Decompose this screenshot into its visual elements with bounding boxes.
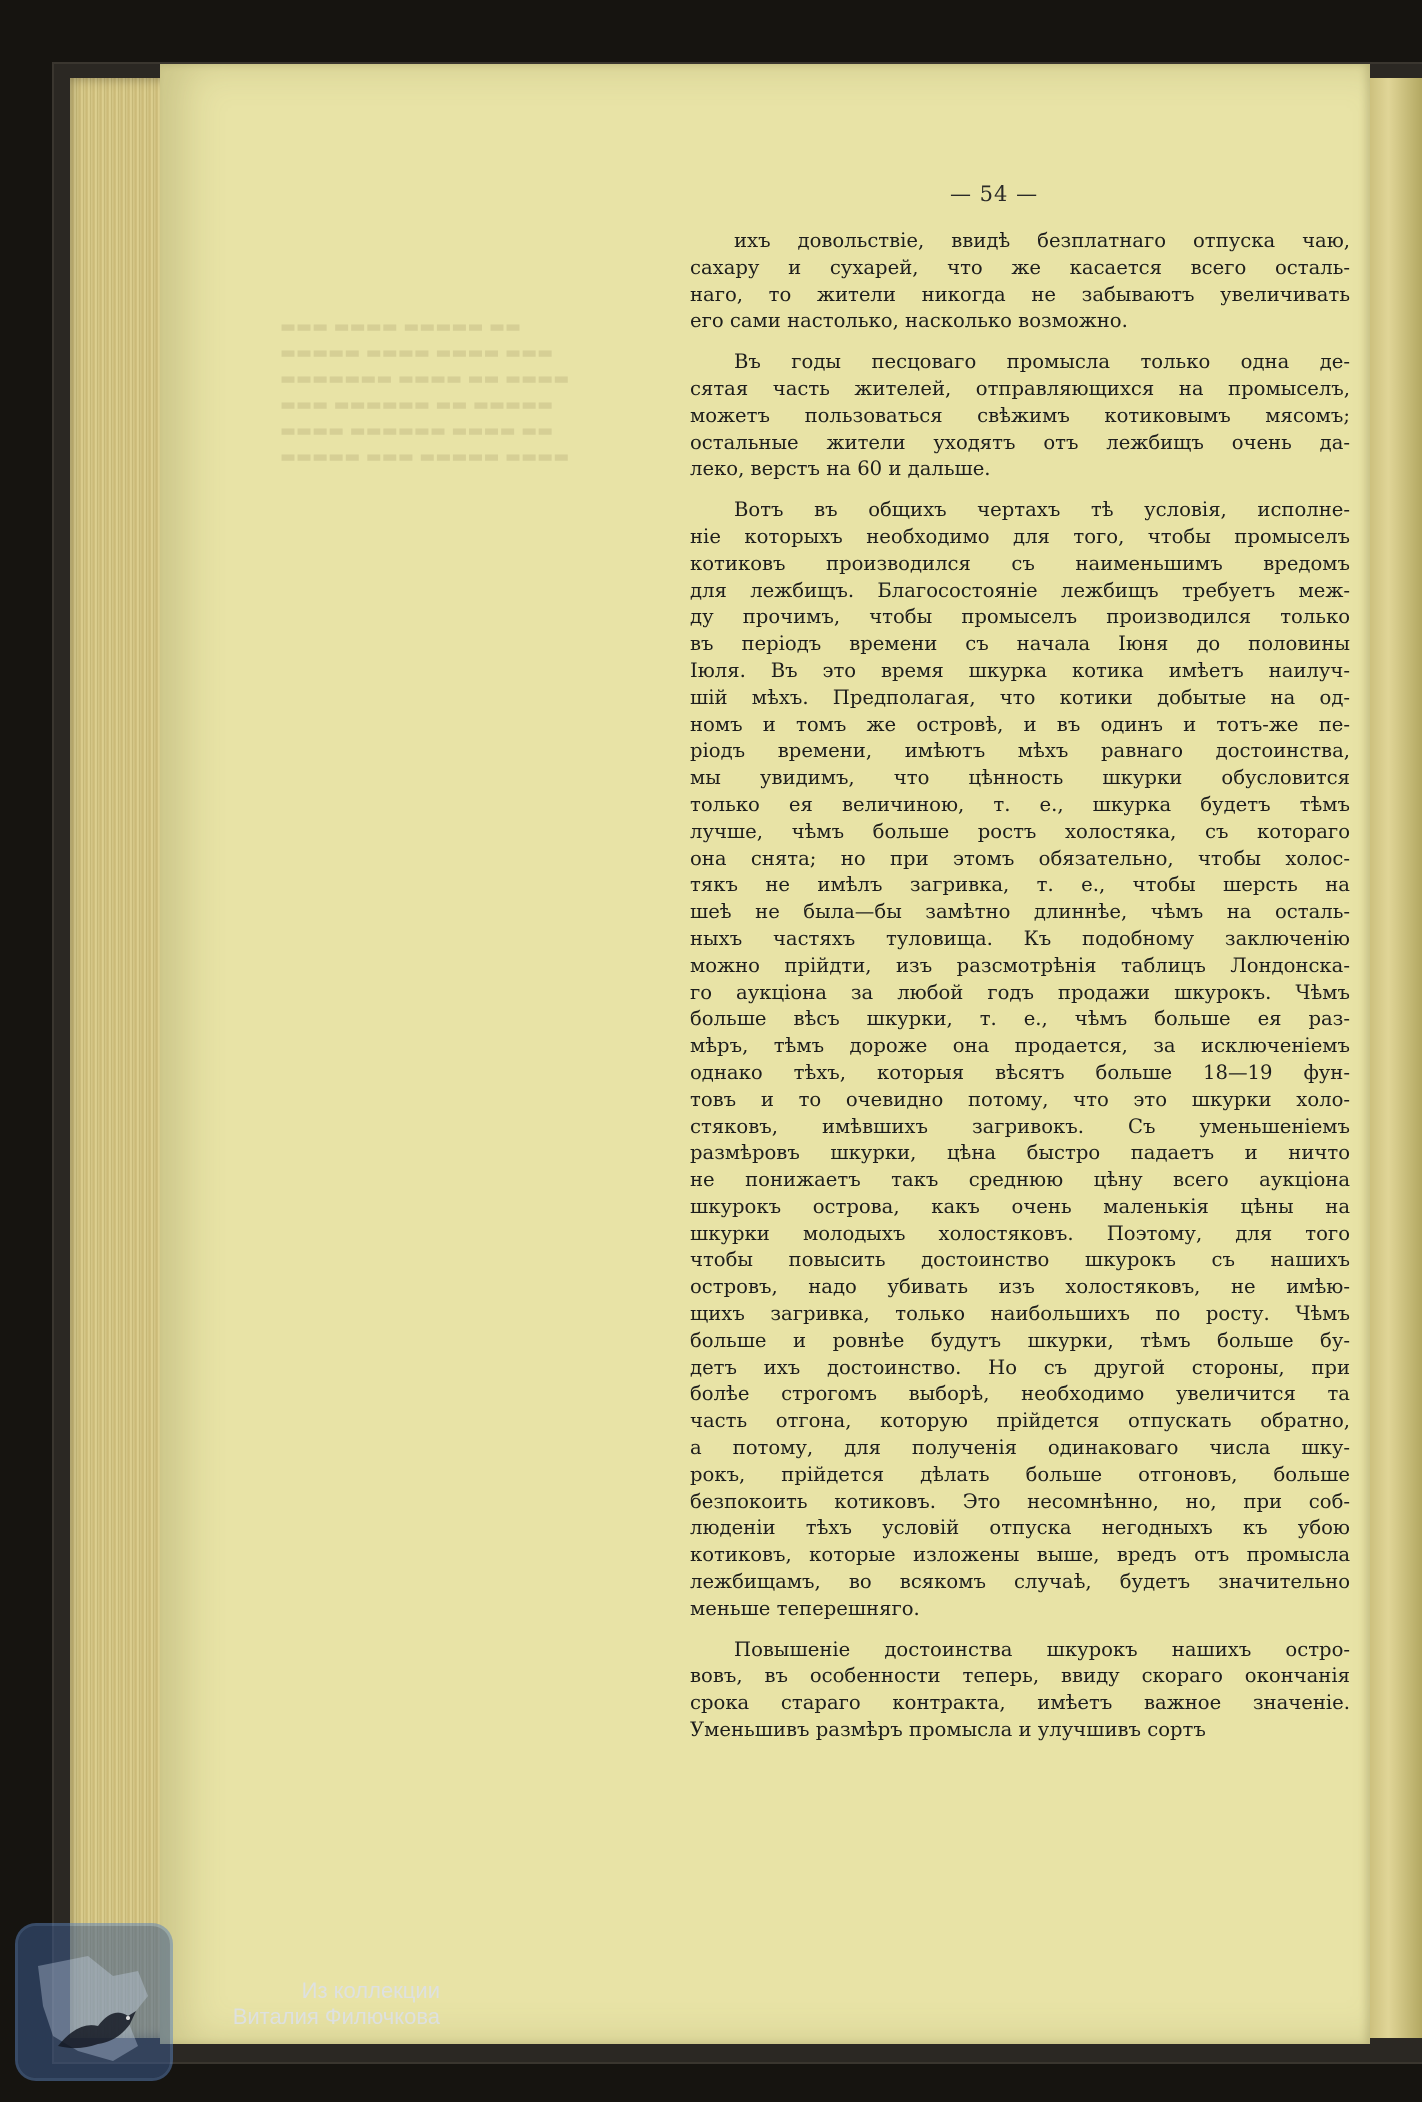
text-line: детъ ихъ достоинство. Но съ другой стороны, при	[690, 1355, 1350, 1379]
text-line: лежбищамъ, во всякомъ случаѣ, будетъ значительно	[690, 1570, 1350, 1594]
watermark-line-1: Из коллекции	[301, 1978, 440, 2003]
text-line: размѣровъ шкурки, цѣна быстро падаетъ и ничто	[690, 1141, 1350, 1165]
text-line: стяковъ, имѣвшихъ загривокъ. Съ уменьшеніемъ	[690, 1114, 1350, 1138]
text-line: шеѣ не была—бы замѣтно длиннѣе, чѣмъ на осталь-	[690, 900, 1350, 924]
paragraph	[690, 228, 1350, 335]
text-line: лучше, чѣмъ больше ростъ холостяка, съ котораго	[690, 819, 1350, 843]
bird-map-icon	[18, 1926, 170, 2078]
text-line: ныхъ частяхъ туловища. Къ подобному заключенію	[690, 926, 1350, 950]
text-line: можетъ пользоваться свѣжимъ котиковымъ мясомъ;	[690, 403, 1350, 427]
text-line: его сами настолько, насколько возможно.	[690, 309, 1128, 333]
text-line: больше и ровнѣе будутъ шкурки, тѣмъ больше бу-	[690, 1328, 1350, 1352]
watermark-line-2: Виталия Филючкова	[232, 2004, 440, 2029]
paragraph	[690, 1637, 1350, 1744]
text-line: Вотъ въ общихъ чертахъ тѣ условія, исполне-	[734, 498, 1350, 522]
paragraph	[690, 349, 1350, 483]
text-line: безпокоить котиковъ. Это несомнѣнно, но, при соб-	[690, 1489, 1350, 1513]
text-line: ріодъ времени, имѣютъ мѣхъ равнаго достоинства,	[690, 739, 1350, 763]
text-column	[690, 228, 1350, 1758]
text-line: ихъ довольствіе, ввидѣ безплатнаго отпуска чаю,	[734, 229, 1350, 252]
text-line: шкурокъ острова, какъ очень маленькія цѣны на	[690, 1194, 1350, 1218]
text-line: вовъ, въ особенности теперь, ввиду скораго окончанія	[690, 1664, 1350, 1688]
text-line: щихъ загривка, только наибольшихъ по росту. Чѣмъ	[690, 1302, 1350, 1326]
text-line: товъ и то очевидно потому, что это шкурки холо-	[690, 1087, 1350, 1111]
paragraph	[690, 497, 1350, 1622]
text-line: для лежбищъ. Благосостояніе лежбищъ требуетъ меж-	[690, 578, 1350, 602]
text-line: го аукціона за любой годъ продажи шкурокъ. Чѣмъ	[690, 980, 1350, 1004]
text-line: въ періодъ времени съ начала Іюня до половины	[690, 632, 1350, 656]
text-line: Въ годы песцоваго промысла только одна де-	[734, 350, 1350, 374]
bleed-through-text: ▬▬▬ ▬▬▬▬ ▬▬▬▬▬ ▬▬ ▬▬▬▬▬ ▬▬▬▬ ▬▬▬▬ ▬▬▬ ▬▬▬▬▬▬▬ ▬▬▬▬ ▬▬ ▬▬▬▬ ▬▬▬ ▬▬▬▬▬▬ ▬▬ ▬▬▬▬▬ ▬▬▬▬ ▬▬▬▬▬▬ ▬▬▬▬ ▬▬ ▬▬▬▬▬ ▬▬▬ ▬▬▬▬▬ ▬▬▬▬	[280, 317, 570, 467]
text-line: мы увидимъ, что цѣнность шкурки обусловится	[690, 766, 1350, 790]
text-line: меньше теперешняго.	[690, 1596, 920, 1620]
text-line: Іюля. Въ это время шкурка котика имѣетъ наилуч-	[690, 658, 1350, 682]
text-line: чтобы повысить достоинство шкурокъ съ нашихъ	[690, 1248, 1350, 1272]
text-line: остальные жители уходятъ отъ лежбищъ очень да-	[690, 430, 1350, 454]
text-line: больше вѣсъ шкурки, т. е., чѣмъ больше ея раз-	[690, 1007, 1350, 1031]
text-line: Уменьшивъ размѣръ промысла и улучшивъ сортъ	[690, 1718, 1206, 1742]
text-line: котиковъ, которые изложены выше, вредъ отъ промысла	[690, 1543, 1350, 1567]
text-line: сятая часть жителей, отправляющихся на промыселъ,	[690, 376, 1350, 400]
text-line: срока стараго контракта, имѣетъ важное значеніе.	[690, 1691, 1350, 1715]
text-line: леко, верстъ на 60 и дальше.	[690, 457, 991, 481]
text-line: люденіи тѣхъ условій отпуска негодныхъ къ убою	[690, 1516, 1350, 1540]
book-page	[160, 64, 1370, 2044]
collection-logo	[18, 1926, 170, 2078]
text-line: номъ и томъ же островѣ, и въ одинъ и тотъ-же пе-	[690, 712, 1350, 736]
text-line: островъ, надо убивать изъ холостяковъ, не имѣю-	[690, 1275, 1350, 1299]
text-line: рокъ, прійдется дѣлать больше отгоновъ, больше	[690, 1462, 1350, 1486]
collection-watermark	[180, 1978, 440, 2030]
text-line: часть отгона, которую прійдется отпускать обратно,	[690, 1409, 1350, 1433]
text-line: можно прійдти, изъ разсмотрѣнія таблицъ Лондонска-	[690, 953, 1350, 977]
text-line: тякъ не имѣлъ загривка, т. е., чтобы шерсть на	[690, 873, 1350, 897]
text-line: котиковъ производился съ наименьшимъ вредомъ	[690, 551, 1350, 575]
text-line: сахару и сухарей, что же касается всего осталь-	[690, 255, 1350, 279]
text-line: однако тѣхъ, которыя вѣсятъ больше 18—19 фун-	[690, 1060, 1350, 1084]
text-line: ніе которыхъ необходимо для того, чтобы промыселъ	[690, 524, 1350, 548]
text-line: ду прочимъ, чтобы промыселъ производился только	[690, 605, 1350, 629]
text-line: шій мѣхъ. Предполагая, что котики добытые на од-	[690, 685, 1350, 709]
text-line: мѣръ, тѣмъ дороже она продается, за исключеніемъ	[690, 1034, 1350, 1058]
text-line: а потому, для полученія одинаковаго числа шку-	[690, 1436, 1350, 1460]
text-line: Повышеніе достоинства шкурокъ нашихъ остро-	[734, 1637, 1350, 1661]
text-line: она снята; но при этомъ обязательно, чтобы холос-	[690, 846, 1350, 870]
text-line: только ея величиною, т. е., шкурка будетъ тѣмъ	[690, 792, 1350, 816]
text-line: болѣе строгомъ выборѣ, необходимо увеличится та	[690, 1382, 1350, 1406]
text-line: шкурки молодыхъ холостяковъ. Поэтому, для того	[690, 1221, 1350, 1245]
text-line: наго, то жители никогда не забываютъ увеличивать	[690, 282, 1350, 306]
page-edges-right	[1366, 78, 1422, 2038]
page-number: — 54 —	[950, 182, 1039, 206]
text-line: не понижаетъ такъ среднюю цѣну всего аукціона	[690, 1168, 1350, 1192]
